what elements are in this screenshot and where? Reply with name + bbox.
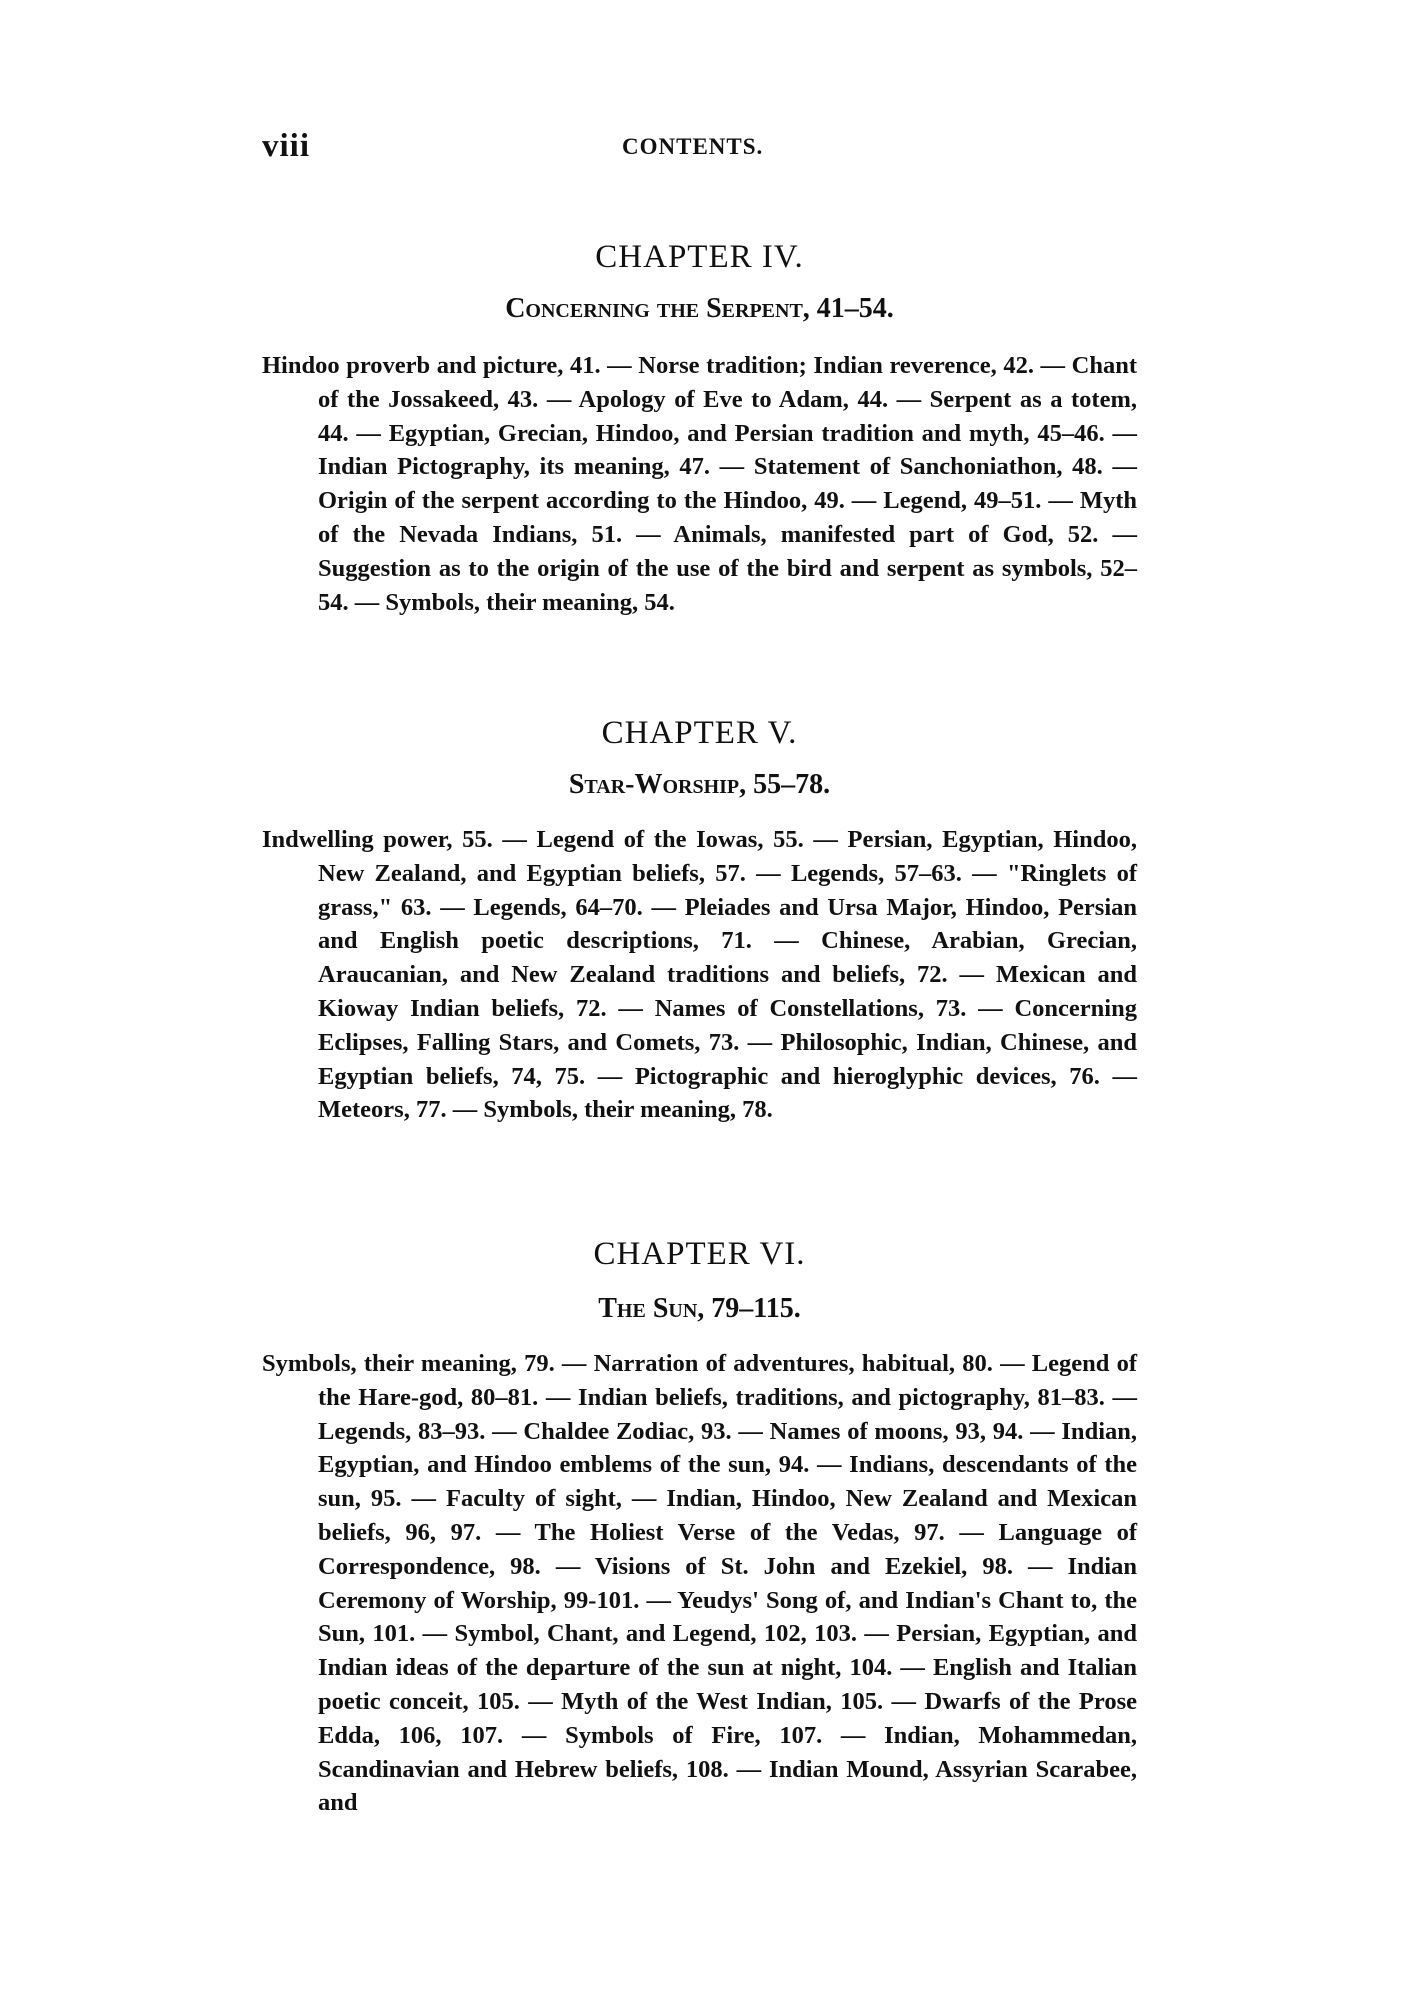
chapter-v-section xyxy=(262,713,1137,1127)
chapter-vi-section xyxy=(262,1234,1137,1820)
chapter-heading: CHAPTER VI. xyxy=(593,1236,806,1272)
chapter-heading: CHAPTER V. xyxy=(601,715,798,751)
chapter-heading: CHAPTER IV. xyxy=(595,239,804,275)
chapter-summary: Hindoo proverb and picture, 41. — Norse tradition; Indian reverence, 42. — Chant of the Jossakeed, 43. — Apology of Eve to Adam, 44. — Serpent as a totem, 44. — Egyptian, Grecian, Hindoo, and Persian tradition and myth, 45–46. — Indian Pictography, its meaning, 47. — Statement of Sanchoniathon, 48. — Origin of the serpent according to the Hindoo, 49. — Legend, 49–51. — Myth of the Nevada Indians, 51. — Animals, manifested part of God, 52. — Suggestion as to the origin of the use of the bird and serpent as symbols, 52–54. — Symbols, their meaning, 54. xyxy=(262,352,1137,616)
chapter-summary: Symbols, their meaning, 79. — Narration of adventures, habitual, 80. — Legend of the Hare-god, 80–81. — Indian beliefs, traditions, and pictography, 81–83. — Legends, 83–93. — Chaldee Zodiac, 93. — Names of moons, 93, 94. — Indian, Egyptian, and Hindoo emblems of the sun, 94. — Indians, descendants of the sun, 95. — Faculty of sight, — Indian, Hindoo, New Zealand and Mexican beliefs, 96, 97. — The Holiest Verse of the Vedas, 97. — Language of Correspondence, 98. — Visions of St. John and Ezekiel, 98. — Indian Ceremony of Worship, 99-101. — Yeudys' Song of, and Indian's Chant to, the Sun, 101. — Symbol, Chant, and Legend, 102, 103. — Persian, Egyptian, and Indian ideas of the departure of the sun at night, 104. — English and Italian poetic conceit, 105. — Myth of the West Indian, 105. — Dwarfs of the Prose Edda, 106, 107. — Symbols of Fire, 107. — Indian, Mohammedan, Scandinavian and Hebrew beliefs, 108. — Indian Mound, Assyrian Scarabee, and xyxy=(262,1350,1137,1817)
chapter-subtitle: Star-Worship, 55–78. xyxy=(568,769,831,800)
chapter-subtitle: Concerning the Serpent, 41–54. xyxy=(505,293,894,324)
chapter-subtitle: The Sun, 79–115. xyxy=(598,1293,801,1324)
running-title: CONTENTS. xyxy=(622,134,764,159)
running-head xyxy=(262,128,1137,168)
chapter-summary: Indwelling power, 55. — Legend of the Iowas, 55. — Persian, Egyptian, Hindoo, New Zealand, and Egyptian beliefs, 57. — Legends, 57–63. — "Ringlets of grass," 63. — Legends, 64–70. — Pleiades and Ursa Major, Hindoo, Persian and English poetic descriptions, 71. — Chinese, Arabian, Grecian, Araucanian, and New Zealand traditions and beliefs, 72. — Mexican and Kioway Indian beliefs, 72. — Names of Constellations, 73. — Concerning Eclipses, Falling Stars, and Comets, 73. — Philosophic, Indian, Chinese, and Egyptian beliefs, 74, 75. — Pictographic and hieroglyphic devices, 76. — Meteors, 77. — Symbols, their meaning, 78. xyxy=(262,826,1137,1124)
chapter-iv-section xyxy=(262,237,1137,619)
page-number: viii xyxy=(262,128,311,164)
